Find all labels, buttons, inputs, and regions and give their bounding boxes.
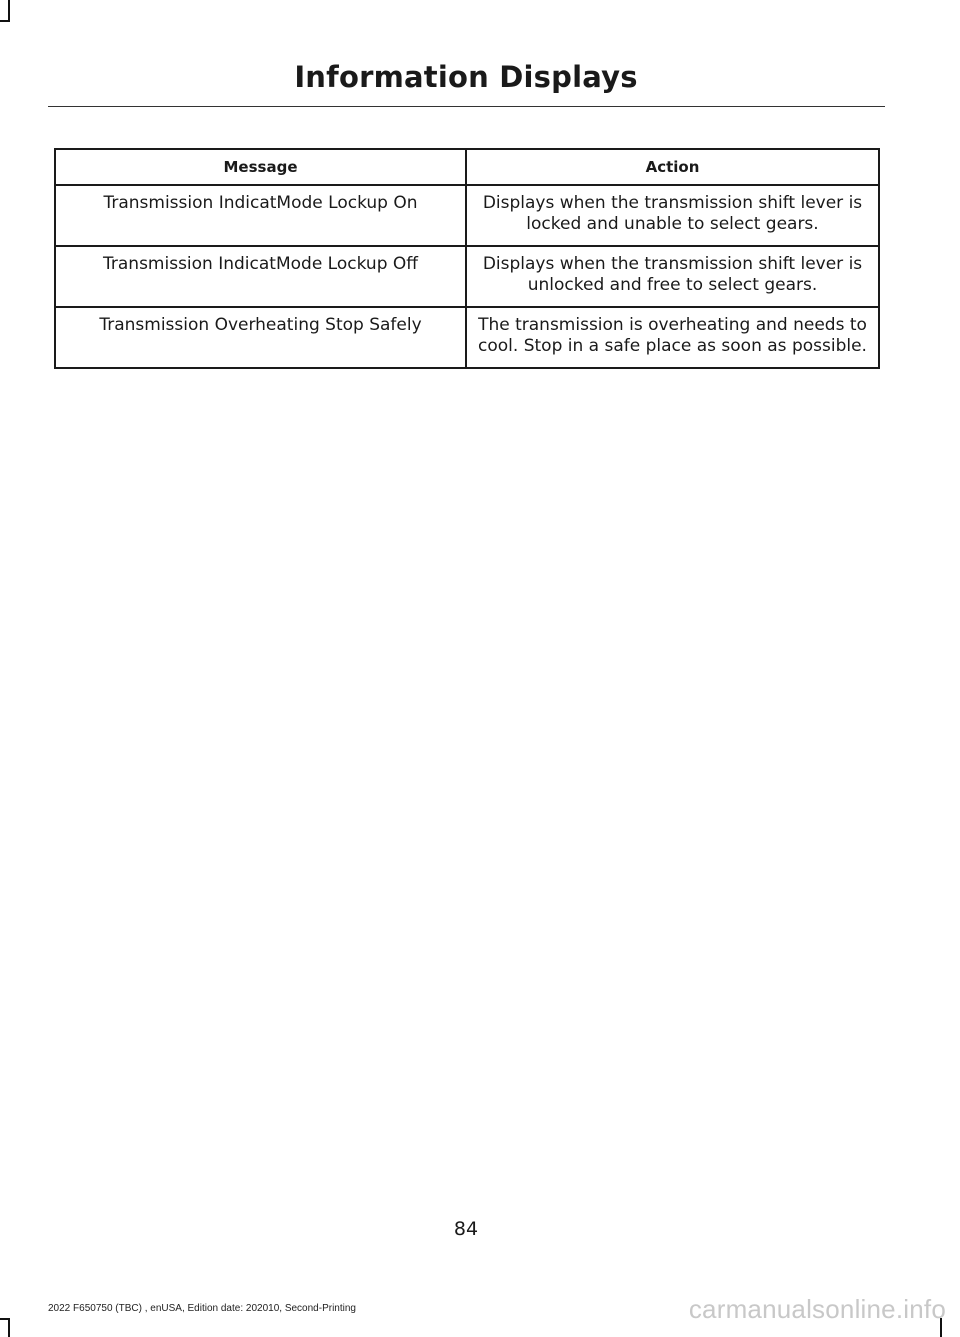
crop-mark-top-left-horizontal [0, 20, 10, 22]
crop-mark-bottom-left-horizontal [0, 1318, 10, 1320]
message-table [54, 148, 880, 369]
table-header-row [55, 149, 879, 185]
action-cell: Displays when the transmission shift lever is unlocked and free to select gears. [466, 246, 879, 307]
action-cell: The transmission is overheating and needs to cool. Stop in a safe place as soon as possible. [466, 307, 879, 368]
action-cell: Displays when the transmission shift lever is locked and unable to select gears. [466, 185, 879, 246]
message-cell: Transmission Overheating Stop Safely [55, 307, 466, 368]
column-header-message: Message [55, 149, 466, 185]
table-row [55, 185, 879, 246]
table-row [55, 246, 879, 307]
edition-footer: 2022 F650750 (TBC) , enUSA, Edition date: 202010, Second-Printing [48, 1303, 356, 1314]
header-divider [48, 106, 885, 107]
crop-mark-bottom-left-vertical [8, 1318, 10, 1337]
column-header-action: Action [466, 149, 879, 185]
page-number: 84 [453, 1218, 479, 1240]
message-cell: Transmission IndicatMode Lockup Off [55, 246, 466, 307]
message-cell: Transmission IndicatMode Lockup On [55, 185, 466, 246]
page-title: Information Displays [294, 60, 638, 94]
crop-mark-top-left-vertical [8, 0, 10, 20]
table-row [55, 307, 879, 368]
watermark-logo: carmanualsonline.info [688, 1294, 946, 1324]
